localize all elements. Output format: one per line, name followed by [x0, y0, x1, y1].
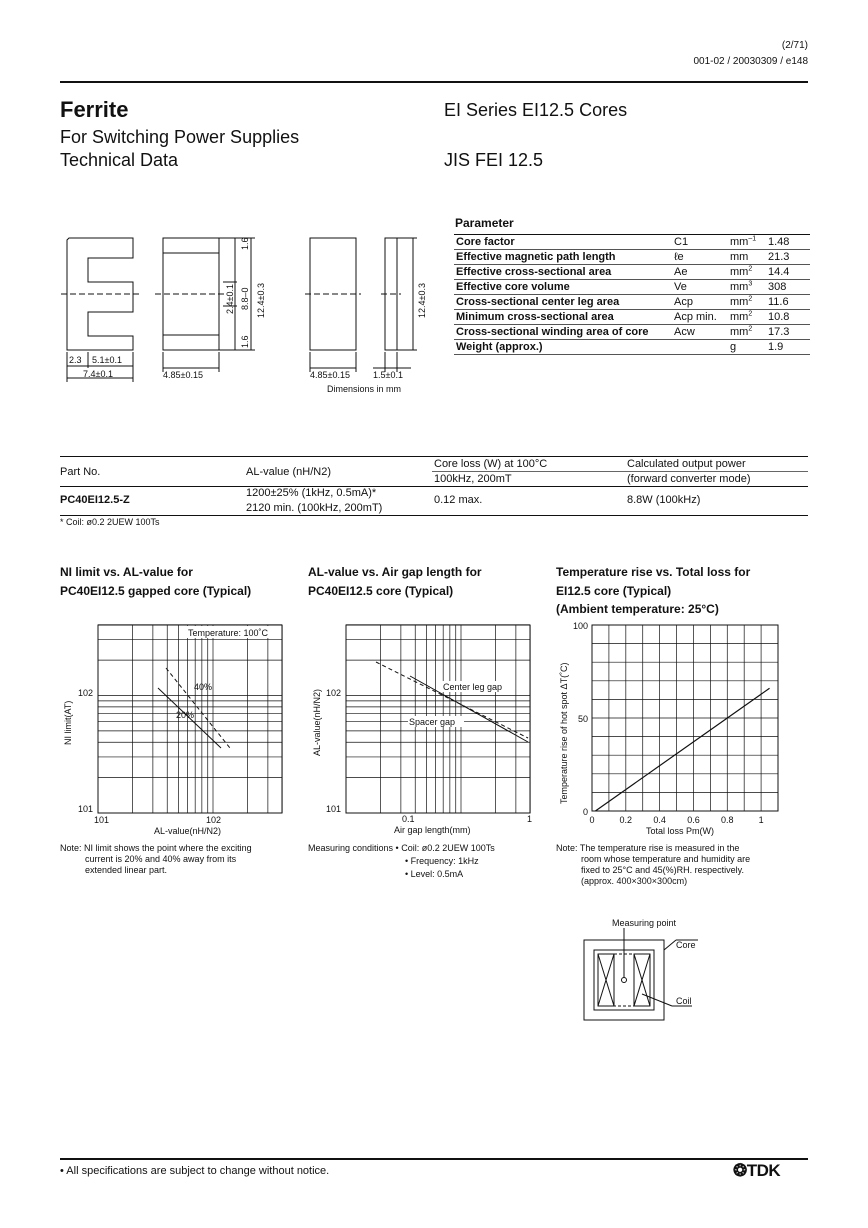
- chart2-note-line3: • Level: 0.5mA: [405, 869, 464, 879]
- chart3-ytick: 50: [577, 714, 588, 724]
- parameter-row: [454, 280, 810, 295]
- parameter-name: Effective magnetic path length: [454, 250, 672, 265]
- parameter-unit: g: [728, 340, 766, 355]
- parameter-title: Parameter: [455, 216, 514, 230]
- dim-2-3: 2.3: [69, 355, 82, 365]
- chart3-ytick: 100: [572, 621, 588, 631]
- chart2-title-line1: AL-value vs. Air gap length for: [308, 565, 482, 579]
- al-value-header: AL-value (nH/N2): [246, 466, 331, 478]
- coil-note: * Coil: ø0.2 2UEW 100Ts: [60, 517, 160, 527]
- dim-4-85-side: 4.85±0.15: [163, 370, 203, 380]
- chart3-temperature-rise: [554, 618, 794, 840]
- core-label: Core: [676, 940, 696, 950]
- document-reference: 001-02 / 20030309 / e148: [693, 56, 808, 67]
- parameter-val: 11.6: [766, 295, 810, 310]
- dim-8-8: 8.8–0: [240, 287, 250, 310]
- dim-1-6-bottom: 1.6: [240, 335, 250, 348]
- parameter-val: 14.4: [766, 265, 810, 280]
- parameter-val: 21.3: [766, 250, 810, 265]
- chart1-ytick-bottom: 101: [78, 804, 94, 814]
- chart2-title-line2: PC40EI12.5 core (Typical): [308, 584, 454, 598]
- tdk-logo-icon: ❂: [733, 1161, 747, 1180]
- parameter-row: [454, 250, 810, 265]
- chart2-ytick-top: 102: [326, 688, 342, 698]
- parameter-name: Core factor: [454, 235, 672, 250]
- parameter-sym: Ae: [672, 265, 728, 280]
- parameter-row: [454, 340, 810, 355]
- chart3-xtick: 0.8: [721, 815, 734, 825]
- parameter-name: Cross-sectional center leg area: [454, 295, 672, 310]
- chart2-ytick-bottom: 101: [326, 804, 342, 814]
- chart3-xtick: 0.4: [653, 815, 666, 825]
- parameter-unit: $mm^2$: [728, 295, 766, 310]
- chart3-xtick: 0: [589, 815, 595, 825]
- chart3-xtick: 0.6: [687, 815, 700, 825]
- dimensions-caption: Dimensions in mm: [327, 384, 402, 394]
- parameter-row: [454, 235, 810, 250]
- chart3-note-line2: room whose temperature and humidity are: [581, 854, 751, 864]
- parameter-unit: $mm^2$: [728, 310, 766, 325]
- series-title: EI Series EI12.5 Cores: [444, 100, 628, 120]
- dimension-drawing: [55, 226, 435, 401]
- part-no-header: Part No.: [60, 466, 101, 478]
- parameter-sym: Ve: [672, 280, 728, 295]
- parameter-val: 10.8: [766, 310, 810, 325]
- footer-rule: [60, 1158, 808, 1160]
- dim-1-5: 1.5±0.1: [373, 370, 403, 380]
- chart3-note-line3: fixed to 25°C and 45(%)RH. respectively.: [581, 865, 745, 875]
- label-center-leg-gap: Center leg gap: [443, 682, 503, 692]
- jis-designation: JIS FEI 12.5: [444, 150, 544, 170]
- parameter-sym: Acp min.: [672, 310, 728, 325]
- chart1-xtick-left: 101: [94, 815, 110, 825]
- dim-12-4-thin: 12.4±0.3: [417, 283, 427, 318]
- chart3-note-line4: (approx. 400×300×300cm): [581, 876, 688, 886]
- parameter-name: Effective cross-sectional area: [454, 265, 672, 280]
- parameter-sym: ℓe: [672, 250, 728, 265]
- core-loss-condition: 100kHz, 200mT: [434, 473, 512, 485]
- parameter-row: [454, 310, 810, 325]
- parameter-sym: [672, 340, 728, 355]
- parameter-sym: Acp: [672, 295, 728, 310]
- parameter-table: [454, 234, 810, 355]
- dim-12-4-side: 12.4±0.3: [256, 283, 266, 318]
- al-value-1khz: 1200±25% (1kHz, 0.5mA)*: [246, 487, 377, 499]
- chart2-xtick-0-1: 0.1: [402, 814, 415, 824]
- parameter-unit: $mm^{-1}$: [728, 235, 766, 250]
- product-subtitle: For Switching Power Supplies: [60, 127, 300, 147]
- al-value-100khz: 2120 min. (100kHz, 200mT): [246, 502, 383, 514]
- core-loss-value: 0.12 max.: [434, 494, 483, 506]
- section-title: Technical Data: [60, 150, 179, 170]
- chart1-xlabel: AL-value(nH/N2): [154, 826, 222, 836]
- chart3-xtick: 0.2: [619, 815, 633, 825]
- parameter-name: Cross-sectional winding area of core: [454, 325, 672, 340]
- chart3-ytick: 0: [582, 807, 588, 817]
- chart1-ytick-top: 102: [78, 688, 94, 698]
- chart1-ni-limit: [58, 620, 290, 840]
- parameter-sym: Acw: [672, 325, 728, 340]
- label-20-percent: 20%: [176, 710, 195, 720]
- chart2-xlabel: Air gap length(mm): [394, 825, 471, 835]
- parameter-val: 17.3: [766, 325, 810, 340]
- dim-5-1: 5.1±0.1: [92, 355, 122, 365]
- chart3-ylabel: Temperature rise of hot spot ΔT(˚C): [559, 662, 569, 804]
- chart1-xtick-mid: 102: [206, 815, 222, 825]
- parameter-name: Weight (approx.): [454, 340, 672, 355]
- chart1-temperature: Temperature: 100˚C: [188, 628, 269, 638]
- chart2-al-value: [306, 620, 538, 840]
- chart2-ylabel: AL-value(nH/N2): [312, 688, 322, 756]
- output-power-mode: (forward converter mode): [627, 473, 751, 485]
- chart2-note-line2: • Frequency: 1kHz: [405, 856, 479, 866]
- parameter-name: Effective core volume: [454, 280, 672, 295]
- parameter-name: Minimum cross-sectional area: [454, 310, 672, 325]
- parameter-unit: $mm^2$: [728, 325, 766, 340]
- dim-1-6-top: 1.6: [240, 237, 250, 250]
- label-spacer-gap: Spacer gap: [409, 717, 456, 727]
- chart1-note-line3: extended linear part.: [85, 865, 168, 875]
- chart3-xtick: 1: [758, 815, 764, 825]
- label-40-percent: 40%: [194, 682, 213, 692]
- parameter-row: [454, 265, 810, 280]
- chart1-title-line2: PC40EI12.5 gapped core (Typical): [60, 584, 252, 598]
- product-title: Ferrite: [60, 97, 129, 122]
- measuring-point-label: Measuring point: [612, 918, 677, 928]
- chart3-title-line1: Temperature rise vs. Total loss for: [556, 565, 751, 579]
- parameter-row: [454, 295, 810, 310]
- chart1-title-line1: NI limit vs. AL-value for: [60, 565, 193, 579]
- measuring-point-diagram: [580, 914, 720, 1024]
- coil-label: Coil: [676, 996, 692, 1006]
- parameter-val: 1.9: [766, 340, 810, 355]
- output-power-value: 8.8W (100kHz): [627, 494, 701, 506]
- part-number: PC40EI12.5-Z: [60, 494, 130, 506]
- dim-7-4: 7.4±0.1: [83, 369, 113, 379]
- chart3-xlabel: Total loss Pm(W): [646, 826, 715, 836]
- parameter-unit: $mm^3$: [728, 280, 766, 295]
- parameter-sym: C1: [672, 235, 728, 250]
- footer-note: • All specifications are subject to change without notice.: [60, 1165, 330, 1177]
- parameter-unit: $mm^2$: [728, 265, 766, 280]
- chart2-note-line1: Measuring conditions • Coil: ø0.2 2UEW 100Ts: [308, 843, 495, 853]
- chart3-note-line1: Note: The temperature rise is measured in the: [556, 843, 740, 853]
- chart1-ylabel: NI limit(AT): [63, 700, 73, 745]
- output-power-header: Calculated output power: [627, 458, 746, 470]
- dim-4-85-front: 4.85±0.15: [310, 370, 350, 380]
- chart1-note-line1: Note: NI limit shows the point where the exciting: [60, 843, 252, 853]
- part-table-top-rule: [60, 456, 808, 457]
- curve-40-percent: [166, 668, 230, 748]
- header-rule: [60, 81, 808, 83]
- parameter-unit: mm: [728, 250, 766, 265]
- page-number: (2/71): [781, 40, 808, 51]
- dim-2-4: 2.4±0.1: [225, 284, 235, 314]
- tdk-logo: ❂TDK: [733, 1161, 781, 1180]
- parameter-val: 308: [766, 280, 810, 295]
- core-loss-header: Core loss (W) at 100°C: [434, 458, 548, 470]
- chart3-title-line3: (Ambient temperature: 25°C): [556, 602, 719, 616]
- chart2-xtick-1: 1: [527, 814, 533, 824]
- parameter-val: 1.48: [766, 235, 810, 250]
- chart3-title-line2: EI12.5 core (Typical): [556, 584, 672, 598]
- parameter-row: [454, 325, 810, 340]
- chart1-note-line2: current is 20% and 40% away from its: [85, 854, 237, 864]
